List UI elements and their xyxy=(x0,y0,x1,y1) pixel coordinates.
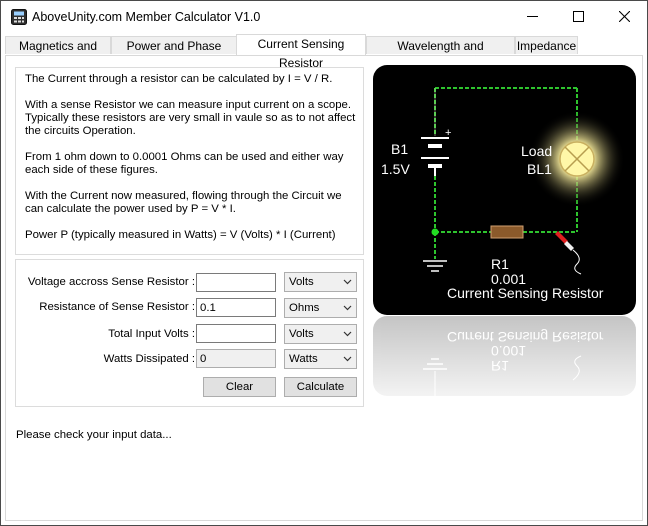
window-title: AboveUnity.com Member Calculator V1.0 xyxy=(32,10,261,24)
voltage-label: Voltage accross Sense Resistor : xyxy=(27,276,195,288)
resistor-value-label: 0.001 xyxy=(491,271,527,287)
info-range-text: From 1 ohm down to 0.0001 Ohms can be used and either way each side of these figures. xyxy=(25,151,344,176)
resistor-label: R1 xyxy=(491,256,509,272)
maximize-icon xyxy=(573,11,584,22)
resistance-unit-select[interactable] xyxy=(284,298,357,318)
voltage-unit-select[interactable] xyxy=(284,272,357,292)
tab-label: Wavelength and xyxy=(397,39,484,53)
info-panel xyxy=(15,67,364,255)
total-input-volts-label: Total Input Volts : xyxy=(108,328,195,340)
tab-label: Power and Phase xyxy=(126,39,222,53)
info-sense-resistor-text: With a sense Resistor we can measure input current on a scope. Typically these resistors are very small in vaule so as to not affect the circuits Operation. xyxy=(25,99,356,137)
diagram-reflection xyxy=(371,316,636,410)
clear-button[interactable]: Clear xyxy=(203,377,276,397)
resistance-unit-value: Ohms xyxy=(289,302,320,314)
voltage-input[interactable] xyxy=(196,273,276,292)
watts-dissipated-label: Watts Dissipated : xyxy=(103,353,195,365)
minimize-button[interactable] xyxy=(509,1,555,32)
chevron-down-icon xyxy=(343,355,352,363)
resistance-input[interactable] xyxy=(196,298,276,317)
resistor-symbol xyxy=(491,226,523,238)
load-name-label: BL1 xyxy=(527,161,552,177)
watts-dissipated-output xyxy=(196,349,276,368)
tab-strip xyxy=(1,34,647,70)
total-volts-unit-value: Volts xyxy=(289,328,314,340)
tab-impedance[interactable] xyxy=(515,36,578,54)
watts-unit-select[interactable] xyxy=(284,349,357,369)
status-message: Please check your input data... xyxy=(16,429,172,441)
tab-label: Impedance xyxy=(516,39,577,53)
minimize-icon xyxy=(527,11,538,22)
tab-power-and-phase-angle[interactable] xyxy=(111,36,237,54)
junction-node xyxy=(432,229,439,236)
total-volts-unit-select[interactable] xyxy=(284,324,357,344)
total-input-volts-input[interactable] xyxy=(196,324,276,343)
tab-current-sensing-resistor[interactable] xyxy=(236,34,366,70)
chevron-down-icon xyxy=(343,330,352,338)
tab-magnetics-and-coils[interactable] xyxy=(5,36,111,54)
load-label: Load xyxy=(521,143,553,159)
resistance-label: Resistance of Sense Resistor : xyxy=(39,301,195,313)
close-icon xyxy=(619,11,630,22)
info-formula-text: The Current through a resistor can be calculated by I = V / R. xyxy=(25,73,333,85)
svg-text:+: + xyxy=(445,127,452,139)
tab-wavelength-and-resonance[interactable] xyxy=(366,36,515,54)
diagram-caption: Current Sensing Resistor xyxy=(447,285,604,301)
circuit-diagram-svg xyxy=(371,64,636,410)
voltage-unit-value: Volts xyxy=(289,276,314,288)
title-bar[interactable] xyxy=(1,1,647,32)
tab-label: Magnetics and xyxy=(18,39,98,53)
battery-voltage-label: 1.5V xyxy=(381,161,410,177)
info-power-text: With the Current now measured, flowing through the Circuit we can calculate the power used by P = V * I. xyxy=(25,190,342,215)
chevron-down-icon xyxy=(343,278,352,286)
maximize-button[interactable] xyxy=(555,1,601,32)
lamp-bulb-icon xyxy=(560,142,594,176)
watts-unit-value: Watts xyxy=(289,353,318,365)
close-button[interactable] xyxy=(601,1,647,32)
calculate-button[interactable]: Calculate xyxy=(284,377,357,397)
chevron-down-icon xyxy=(343,304,352,312)
battery-label: B1 xyxy=(391,141,409,157)
info-power-formula-text: Power P (typically measured in Watts) = V (Volts) * I (Current) xyxy=(25,229,336,241)
tab-label: Current Sensing Resistor xyxy=(257,37,345,70)
calculator-app-icon xyxy=(11,9,27,25)
circuit-diagram xyxy=(371,64,636,410)
